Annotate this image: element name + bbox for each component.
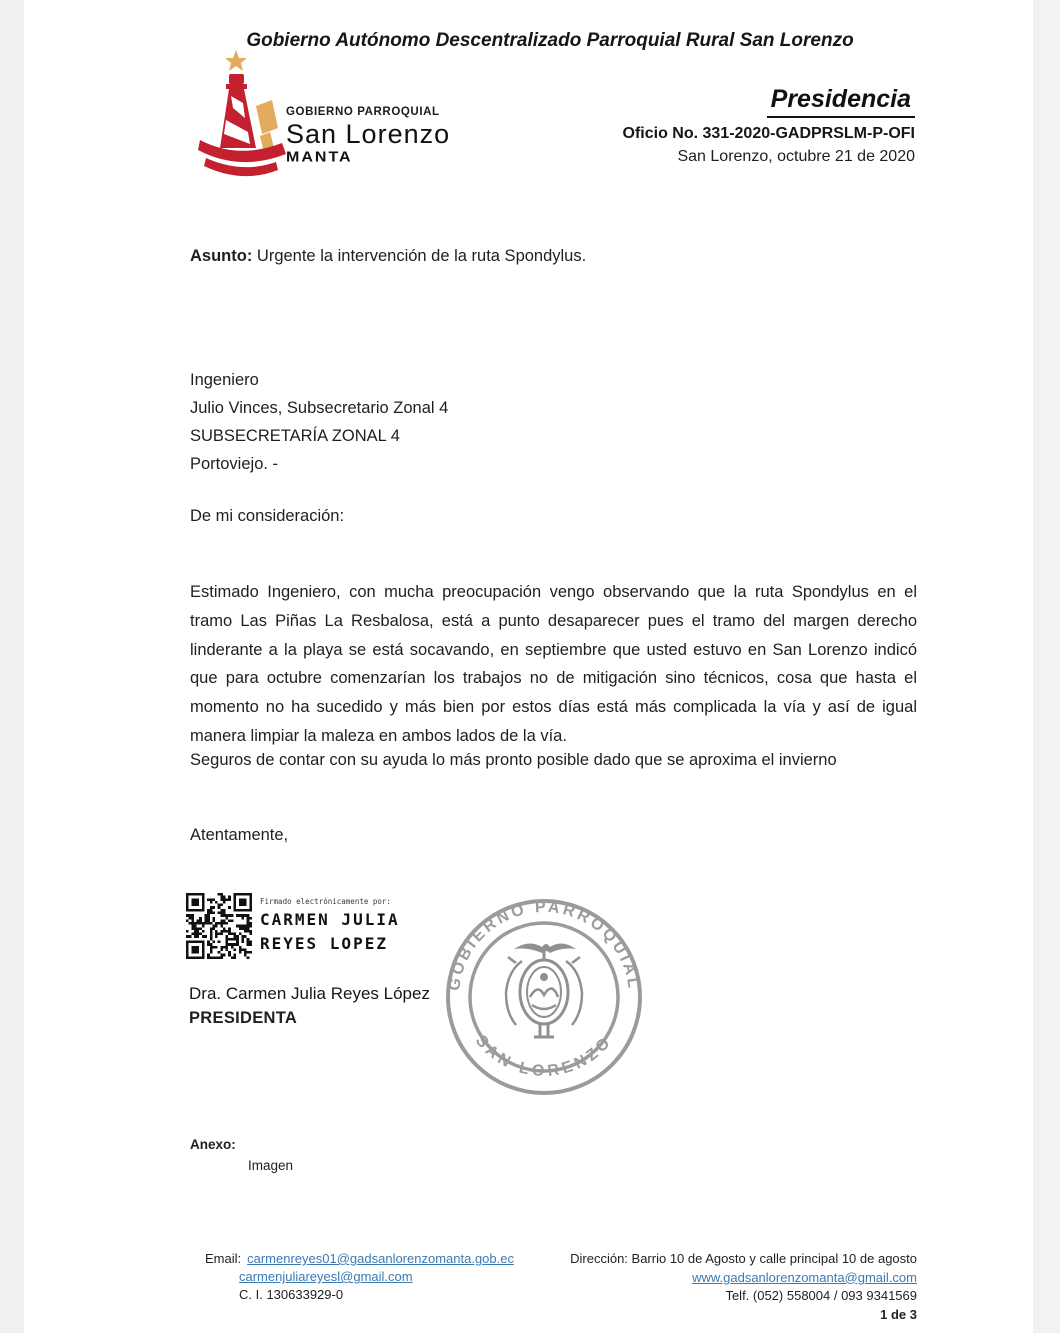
recipient-block	[190, 366, 690, 478]
address-line: Dirección: Barrio 10 de Agosto y calle principal 10 de agosto	[570, 1251, 917, 1266]
oficio-number: Oficio No. 331-2020-GADPRSLM-P-OFI	[622, 125, 915, 142]
signer-stamp-name-line1: CARMEN JULIA	[260, 910, 400, 929]
qr-code	[186, 893, 252, 959]
ci-number: C. I. 130633929-0	[239, 1287, 344, 1302]
email-label: Email:	[205, 1251, 242, 1266]
closing-line: Atentamente,	[190, 826, 289, 844]
letterhead-right	[495, 85, 915, 166]
coat-of-arms-icon	[506, 943, 582, 1037]
subject-text: Urgente la intervención de la ruta Spondylus.	[252, 247, 587, 265]
signer-name: Dra. Carmen Julia Reyes López	[189, 984, 430, 1003]
electronic-signature-stamp	[186, 893, 400, 959]
logo-text-manta: MANTA	[286, 150, 353, 166]
footer-contact-left	[205, 1250, 514, 1304]
subject-label: Asunto:	[190, 247, 253, 265]
logo-text-gobierno-parroquial: GOBIERNO PARROQUIAL	[286, 106, 440, 118]
salutation: De mi consideración:	[190, 507, 345, 525]
body-paragraph-1: Estimado Ingeniero, con mucha preocupación vengo observando que la ruta Spondylus en el tramo Las Piñas La Resbalosa, está a punto desaparecer pues el tramo del margen derecho linderante a la playa se está socavando, en septiembre que usted estuvo en San Lorenzo indicó que para octubre comenzarían los trabajos no de mitigación sino técnicos, cosa que hasta el momento no ha sucedido y más bien por estos días está más complicada la vía y así de igual manera limpiar la maleza en ambos lados de la vía.	[190, 583, 917, 745]
website-link[interactable]: www.gadsanlorenzomanta@gmail.com	[692, 1269, 917, 1285]
page-number: 1 de 3	[880, 1306, 917, 1322]
footer-contact-right	[497, 1250, 917, 1324]
svg-text:SAN LORENZO	[472, 1032, 616, 1080]
annex-item: Imagen	[248, 1158, 294, 1173]
parish-government-seal	[444, 897, 644, 1097]
institution-logo	[198, 48, 458, 188]
email-link-2[interactable]: carmenjuliareyesl@gmail.com	[239, 1269, 413, 1284]
body-paragraph-2: Seguros de contar con su ayuda lo más pronto posible dado que se aproxima el invierno	[190, 751, 837, 769]
logo-text-san-lorenzo: San Lorenzo	[286, 119, 451, 149]
lighthouse-logo-icon	[198, 48, 288, 188]
recipient-line: Ingeniero	[190, 371, 259, 389]
signer-stamp-name-line2: REYES LOPEZ	[260, 934, 388, 953]
email-link-1[interactable]: carmenreyes01@gadsanlorenzomanta.gob.ec	[247, 1251, 514, 1266]
signer-title: PRESIDENTA	[189, 1009, 298, 1027]
scan-edge-right	[1033, 0, 1060, 1333]
annex-label: Anexo:	[190, 1137, 236, 1152]
recipient-line: SUBSECRETARÍA ZONAL 4	[190, 427, 400, 445]
subject-line	[190, 247, 915, 266]
department-title: Presidencia	[767, 85, 915, 118]
seal-top-text: GOBIERNO PARROQUIAL	[446, 898, 642, 992]
phone-line: Telf. (052) 558004 / 093 9341569	[725, 1288, 917, 1303]
scan-edge-left	[0, 0, 24, 1333]
signer-block	[189, 984, 430, 1028]
signed-electronically-label: Firmado electrónicamente por:	[260, 897, 391, 906]
document-title: Gobierno Autónomo Descentralizado Parroquial Rural San Lorenzo	[246, 30, 854, 51]
recipient-line: Julio Vinces, Subsecretario Zonal 4	[190, 399, 449, 417]
recipient-line: Portoviejo. -	[190, 455, 279, 473]
date-line: San Lorenzo, octubre 21 de 2020	[677, 148, 915, 165]
seal-bottom-text: SAN LORENZO	[471, 1032, 617, 1081]
